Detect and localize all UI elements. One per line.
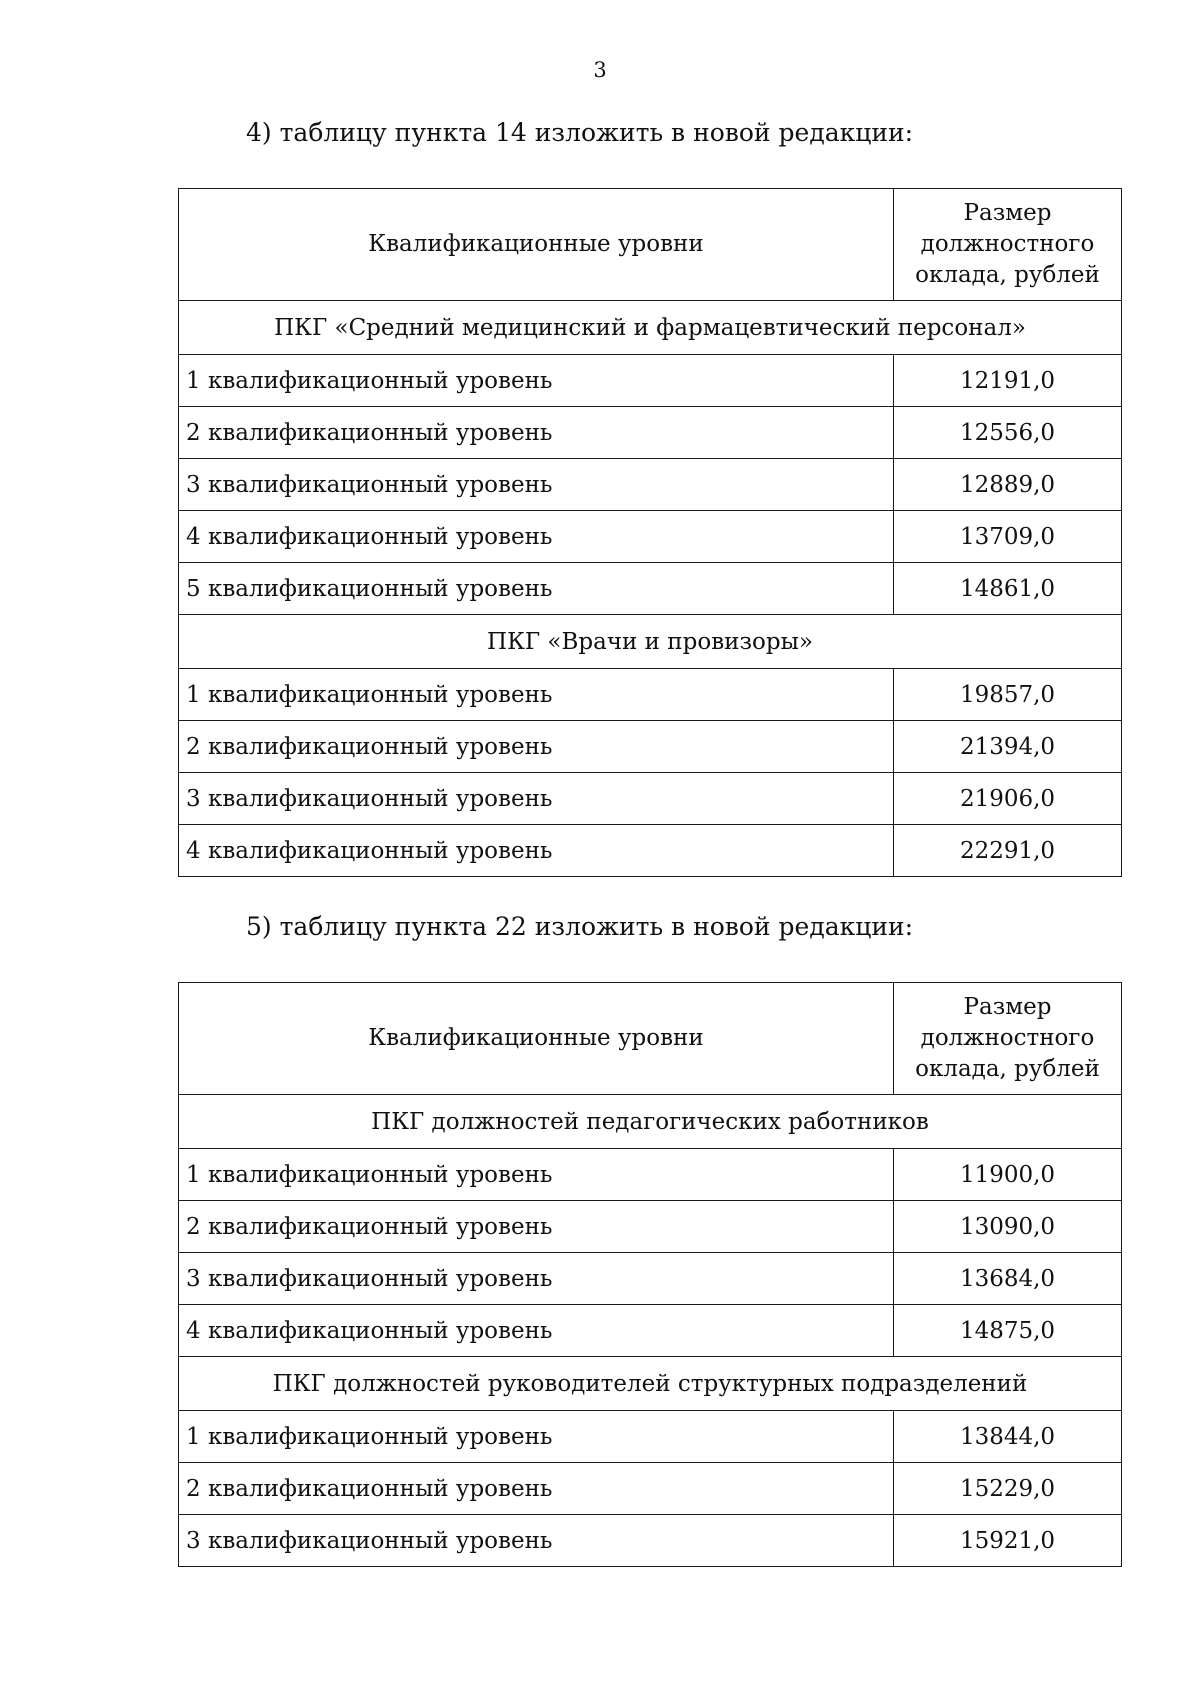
salary-cell: 12556,0: [894, 407, 1122, 459]
table-row: [179, 721, 1122, 773]
level-cell: 1 квалификационный уровень: [179, 669, 894, 721]
salary-cell: 15921,0: [894, 1515, 1122, 1567]
header-salary-line: оклада, рублей: [915, 1056, 1100, 1082]
table-row: [179, 1411, 1122, 1463]
level-cell: 3 квалификационный уровень: [179, 773, 894, 825]
table-row: [179, 1463, 1122, 1515]
group-title: ПКГ должностей педагогических работников: [179, 1095, 1122, 1149]
group-title: ПКГ «Врачи и провизоры»: [179, 615, 1122, 669]
salary-cell: 14875,0: [894, 1305, 1122, 1357]
salary-cell: 14861,0: [894, 563, 1122, 615]
table-row: [179, 459, 1122, 511]
group-row: [179, 1357, 1122, 1411]
level-cell: 1 квалификационный уровень: [179, 355, 894, 407]
header-salary-line: оклада, рублей: [915, 262, 1100, 288]
level-cell: 3 квалификационный уровень: [179, 1515, 894, 1567]
salary-cell: 13844,0: [894, 1411, 1122, 1463]
table-row: [179, 1201, 1122, 1253]
salary-cell: 12191,0: [894, 355, 1122, 407]
table-row: [179, 355, 1122, 407]
salary-cell: 21906,0: [894, 773, 1122, 825]
level-cell: 1 квалификационный уровень: [179, 1149, 894, 1201]
level-cell: 1 квалификационный уровень: [179, 1411, 894, 1463]
level-cell: 4 квалификационный уровень: [179, 1305, 894, 1357]
section-heading-item-4: 4) таблицу пункта 14 изложить в новой редакции:: [246, 118, 914, 147]
level-cell: 2 квалификационный уровень: [179, 721, 894, 773]
salary-cell: 19857,0: [894, 669, 1122, 721]
group-title: ПКГ должностей руководителей структурных подразделений: [179, 1357, 1122, 1411]
level-cell: 3 квалификационный уровень: [179, 459, 894, 511]
level-cell: 5 квалификационный уровень: [179, 563, 894, 615]
salary-cell: 11900,0: [894, 1149, 1122, 1201]
table-row: [179, 563, 1122, 615]
table-row: [179, 669, 1122, 721]
salary-cell: 21394,0: [894, 721, 1122, 773]
table-row: [179, 773, 1122, 825]
header-salary-cell: [894, 189, 1122, 301]
salary-cell: 15229,0: [894, 1463, 1122, 1515]
table-row: [179, 1305, 1122, 1357]
table-row: [179, 511, 1122, 563]
level-cell: 3 квалификационный уровень: [179, 1253, 894, 1305]
group-row: [179, 615, 1122, 669]
table-row: [179, 1149, 1122, 1201]
salary-cell: 22291,0: [894, 825, 1122, 877]
table-row: [179, 407, 1122, 459]
table-header-row: [179, 983, 1122, 1095]
level-cell: 2 квалификационный уровень: [179, 407, 894, 459]
page-number: 3: [593, 58, 607, 82]
level-cell: 4 квалификационный уровень: [179, 511, 894, 563]
salary-table-item-22: [178, 982, 1122, 1567]
header-level-cell: Квалификационные уровни: [179, 983, 894, 1095]
salary-cell: 13090,0: [894, 1201, 1122, 1253]
group-row: [179, 1095, 1122, 1149]
header-level-cell: Квалификационные уровни: [179, 189, 894, 301]
header-salary-line: Размер: [963, 994, 1052, 1020]
header-salary-line: Размер: [963, 200, 1052, 226]
header-salary-line: должностного: [920, 1025, 1095, 1051]
table-header-row: [179, 189, 1122, 301]
level-cell: 2 квалификационный уровень: [179, 1463, 894, 1515]
level-cell: 2 квалификационный уровень: [179, 1201, 894, 1253]
salary-cell: 13684,0: [894, 1253, 1122, 1305]
header-salary-line: должностного: [920, 231, 1095, 257]
table-row: [179, 1515, 1122, 1567]
group-row: [179, 301, 1122, 355]
salary-cell: 12889,0: [894, 459, 1122, 511]
section-heading-item-5: 5) таблицу пункта 22 изложить в новой редакции:: [246, 912, 914, 941]
header-salary-cell: [894, 983, 1122, 1095]
table-row: [179, 825, 1122, 877]
level-cell: 4 квалификационный уровень: [179, 825, 894, 877]
group-title: ПКГ «Средний медицинский и фармацевтический персонал»: [179, 301, 1122, 355]
salary-cell: 13709,0: [894, 511, 1122, 563]
salary-table-item-14: [178, 188, 1122, 877]
table-row: [179, 1253, 1122, 1305]
